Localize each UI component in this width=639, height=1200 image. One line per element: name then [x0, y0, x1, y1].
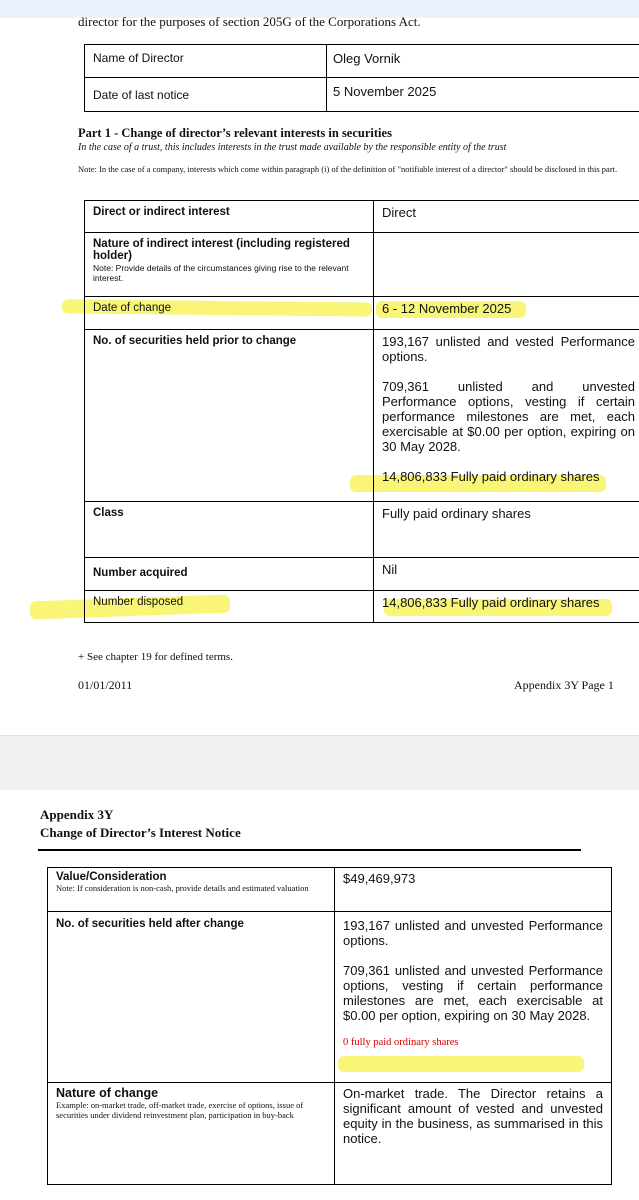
table-row [85, 233, 639, 297]
table-row [85, 591, 639, 623]
prior-value-cell [374, 330, 639, 502]
change-table [47, 867, 612, 1185]
footer-date: 01/01/2011 [78, 678, 133, 692]
value-value: $49,469,973 [335, 868, 612, 912]
lead-text: director for the purposes of section 205G of the Corporations Act. [78, 14, 421, 29]
table-row [85, 297, 639, 330]
nature-change-label: Nature of change [56, 1086, 159, 1100]
after-line-2: 709,361 unlisted and unvested Performance options, vesting if certain performance milestones are met, each exercisable at $0.00 per option, expiring on 30 May 2028. [343, 963, 603, 1023]
value-note: Note: If consideration is non-cash, provide details and estimated valuation [56, 883, 309, 893]
name-label: Name of Director [85, 45, 327, 78]
after-value-cell [335, 912, 612, 1083]
page-gap [0, 735, 639, 792]
prior-label: No. of securities held prior to change [85, 330, 374, 502]
prior-line-2: 709,361 unlisted and unvested Performance options, vesting if certain performance milestones are met, each exercisable at $0.00 per option, expiring on 30 May 2028. [382, 379, 635, 454]
table-row [48, 912, 612, 1083]
direct-value: Direct [374, 201, 639, 233]
table-row [85, 502, 639, 558]
after-line-1: 193,167 unlisted and unvested Performance options. [343, 918, 603, 948]
after-line-3: 0 fully paid ordinary shares [343, 1037, 459, 1048]
date-change-label: Date of change [85, 297, 374, 330]
nature-change-note: Example: on-market trade, off-market trade, exercise of options, issue of securities under dividend reinvestment plan, participation in buy-back [56, 1100, 304, 1120]
last-notice-value: 5 November 2025 [327, 78, 639, 112]
nature-indirect-note: Note: Provide details of the circumstances giving rise to the relevant interest. [93, 263, 349, 283]
table-row [85, 201, 639, 233]
class-value: Fully paid ordinary shares [374, 502, 639, 558]
part1-subtitle: In the case of a trust, this includes interests in the trust made available by the responsible entity of the trust [78, 142, 507, 153]
nature-indirect-value [374, 233, 639, 297]
disposed-value: 14,806,833 Fully paid ordinary shares [374, 591, 639, 623]
interest-table [84, 200, 639, 623]
value-label-cell [48, 868, 335, 912]
value-label: Value/Consideration [56, 871, 167, 883]
director-table [84, 44, 639, 112]
nature-indirect-label: Nature of indirect interest (including registered holder) [93, 238, 350, 262]
table-row [48, 868, 612, 912]
table-row [48, 1083, 612, 1185]
footer-page-label: Appendix 3Y Page 1 [514, 678, 614, 692]
page2-title: Change of Director’s Interest Notice [40, 825, 241, 840]
title-rule [38, 849, 581, 851]
document-page-2 [0, 790, 639, 1200]
table-row [85, 45, 639, 78]
page2-appendix: Appendix 3Y [40, 807, 114, 822]
nature-change-cell [48, 1083, 335, 1185]
prior-line-3: 14,806,833 Fully paid ordinary shares [382, 469, 600, 484]
acquired-value: Nil [374, 558, 639, 591]
name-value: Oleg Vornik [327, 45, 639, 78]
table-row [85, 78, 639, 112]
last-notice-label: Date of last notice [85, 78, 327, 112]
defined-terms-note: + See chapter 19 for defined terms. [78, 651, 233, 663]
part1-title: Part 1 - Change of director’s relevant interests in securities [78, 126, 392, 140]
after-label: No. of securities held after change [48, 912, 335, 1083]
nature-change-value: On-market trade. The Director retains a significant amount of vested and unvested equity in the business, as summarised in this notice. [335, 1083, 612, 1185]
disposed-label: Number disposed [85, 591, 374, 623]
nature-indirect-cell [85, 233, 374, 297]
table-row [85, 330, 639, 502]
table-row [85, 558, 639, 591]
class-label: Class [85, 502, 374, 558]
prior-line-1: 193,167 unlisted and vested Performance options. [382, 334, 635, 364]
acquired-label: Number acquired [85, 558, 374, 591]
date-change-value: 6 - 12 November 2025 [374, 297, 639, 330]
part1-note: Note: In the case of a company, interests which come within paragraph (i) of the definition of "notifiable interest of a director" should be disclosed in this part. [78, 164, 618, 174]
direct-label: Direct or indirect interest [85, 201, 374, 233]
